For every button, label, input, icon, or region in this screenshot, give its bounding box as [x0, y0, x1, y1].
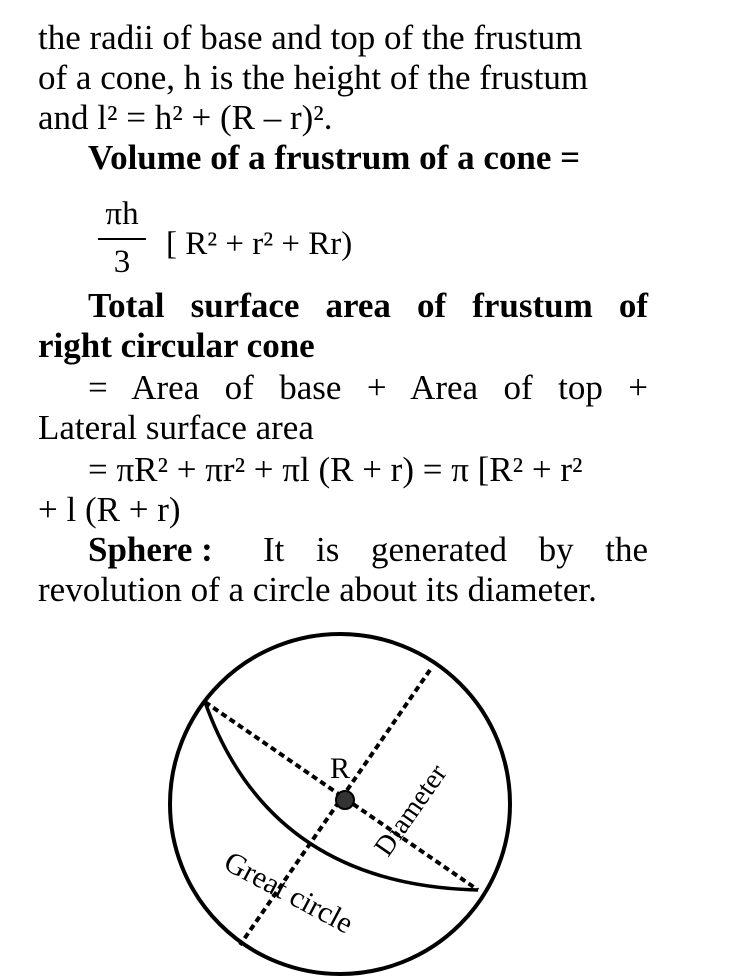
- great-circle-label: Great circle: [218, 845, 359, 941]
- text-line-3-content: and l² = h² + (R – r)².: [38, 98, 333, 137]
- volume-numerator: πh: [105, 196, 139, 232]
- volume-expression: [ R² + r² + Rr): [166, 226, 353, 262]
- tsa-heading-2: right circular cone: [38, 326, 315, 365]
- sphere-definition-line-2: revolution of a circle about its diameter.: [38, 570, 597, 609]
- tsa-line-1: = Area of base + Area of top +: [88, 368, 648, 407]
- tsa-line-2: Lateral surface area: [38, 408, 314, 447]
- fraction-bar: [98, 238, 146, 240]
- text-line-1: the radii of base and top of the frustum: [38, 18, 583, 57]
- text-line-2: of a cone, h is the height of the frustum: [38, 58, 589, 97]
- sphere-def-1: It is generated by the: [263, 530, 648, 569]
- volume-heading: Volume of a frustrum of a cone =: [88, 138, 581, 177]
- radius-label: R: [330, 752, 351, 785]
- volume-denominator: 3: [113, 244, 131, 280]
- tsa-formula-2: + l (R + r): [38, 490, 181, 529]
- sphere-diagram: [0, 600, 733, 976]
- tsa-formula-1: = πR² + πr² + πl (R + r) = π [R² + r²: [88, 450, 583, 489]
- sphere-definition-line-1: [88, 530, 648, 570]
- diameter-label: Diameter: [368, 758, 454, 863]
- tsa-heading-1: Total surface area of frustum of: [88, 286, 648, 325]
- text-line-3: [38, 98, 333, 138]
- sphere-term: Sphere :: [88, 530, 213, 569]
- center-point: [336, 791, 354, 809]
